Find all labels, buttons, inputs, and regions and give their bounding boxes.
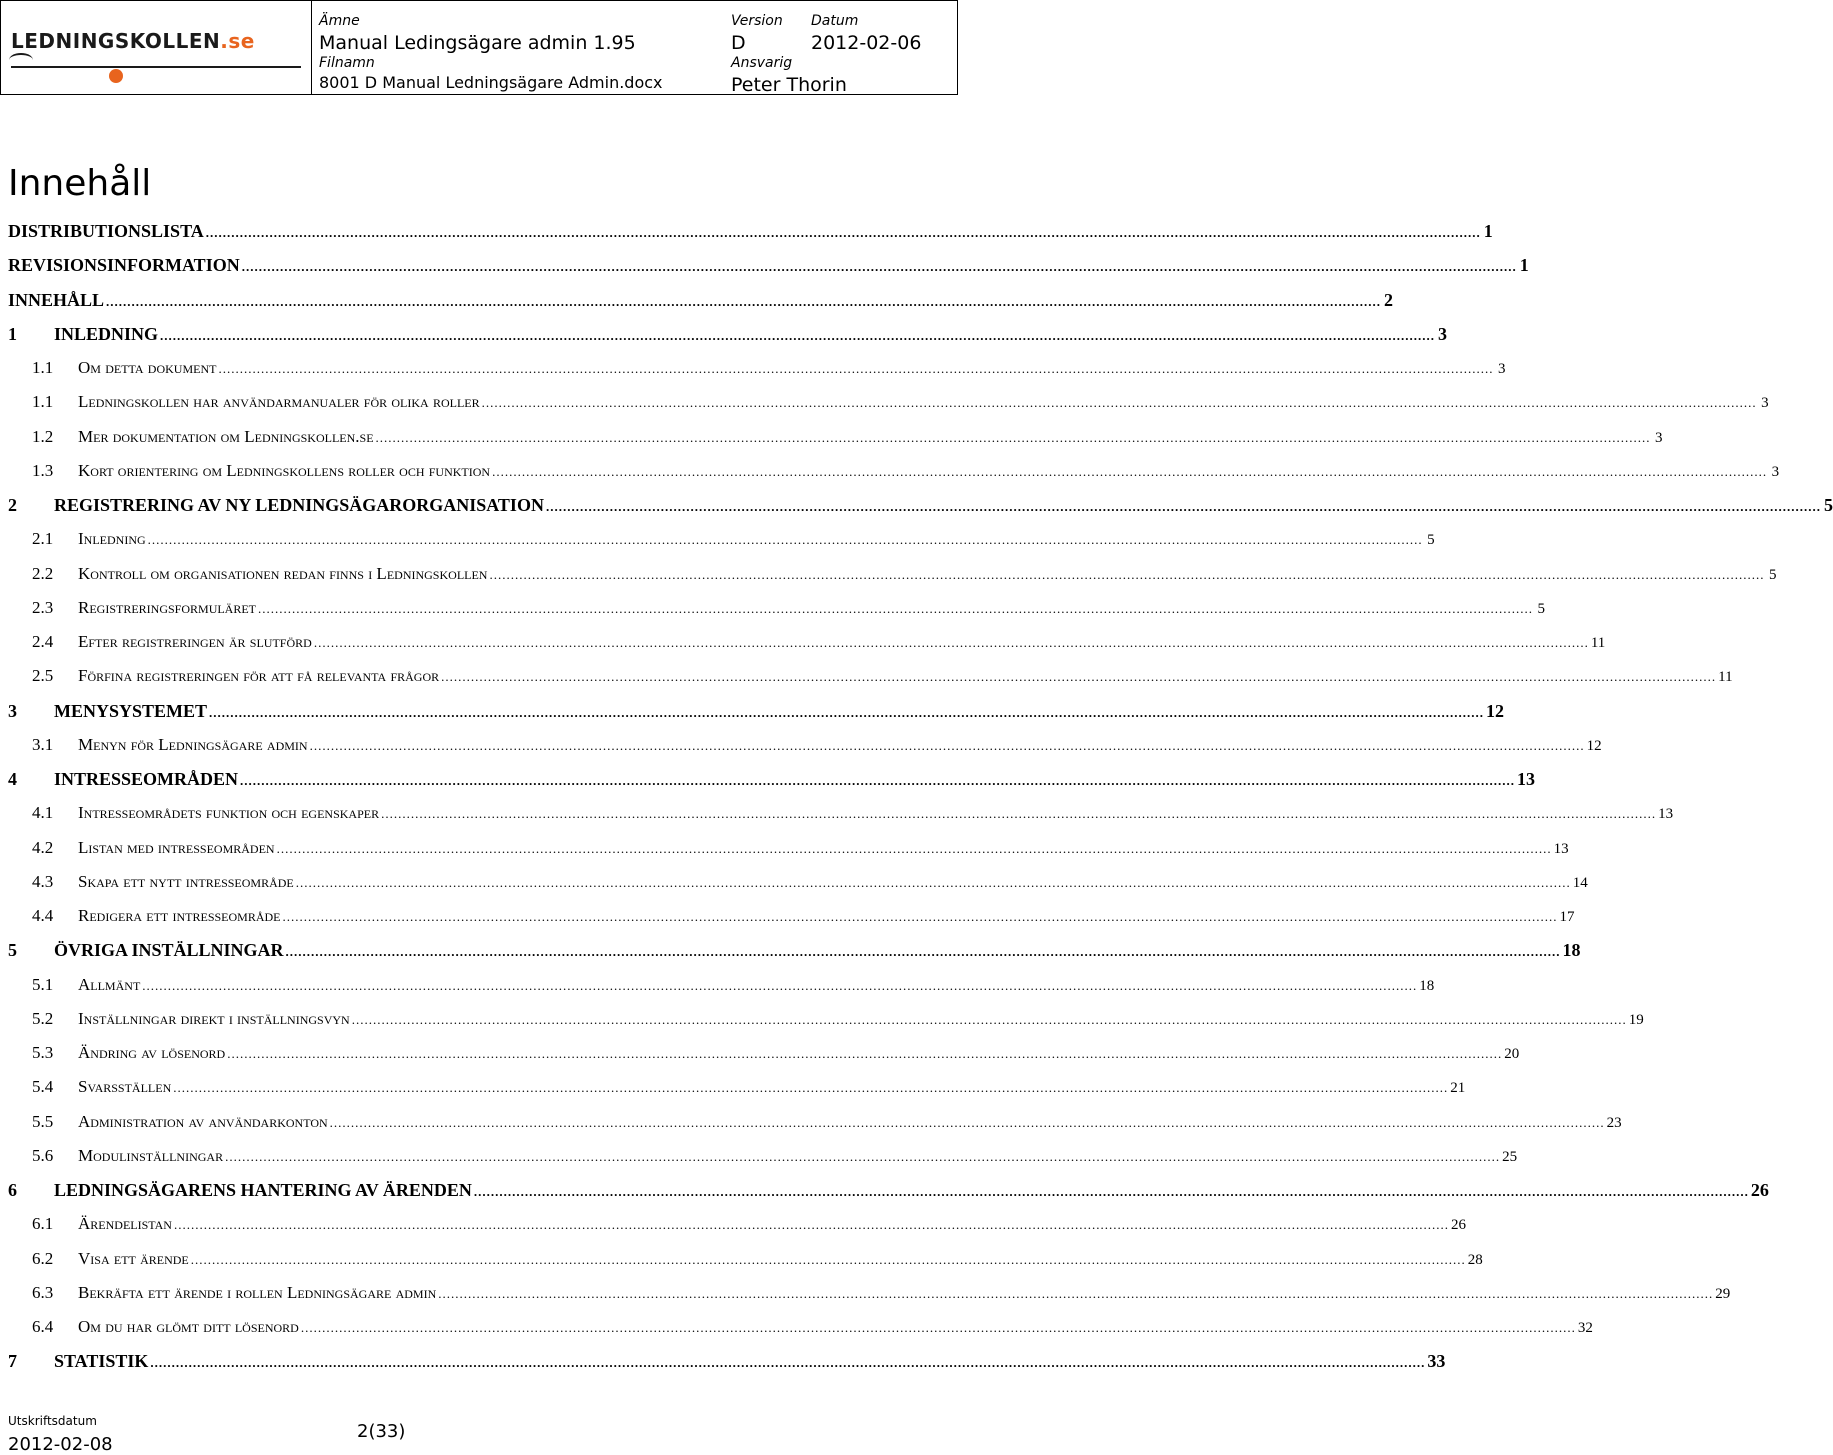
toc-entry[interactable] — [8, 255, 1529, 277]
toc-entry-page: 1 — [1483, 221, 1493, 241]
toc-entry-title: Kort orientering om Ledningskollens roller och funktion — [78, 460, 491, 480]
toc-entry[interactable] — [8, 1351, 1446, 1373]
toc-entry-page: 2 — [1384, 289, 1394, 310]
toc-dot-leader: ............................................................................................................................................................................................................................................................................................................ — [492, 463, 1768, 479]
toc-entry[interactable] — [8, 871, 1588, 894]
toc-entry-number: 6.3 — [32, 1282, 54, 1302]
toc-entry-title: Redigera ett intresseområde — [78, 906, 281, 925]
toc-entry-number: 4 — [8, 769, 17, 789]
toc-entry-page: 12 — [1586, 737, 1602, 754]
toc-entry-title: Menyn för Ledningsägare admin — [78, 734, 308, 754]
toc-entry-title: Bekräfta ett ärende i rollen Ledningsägare admin — [78, 1282, 437, 1302]
toc-entry-page: 29 — [1715, 1285, 1731, 1302]
toc-entry-page: 5 — [1537, 600, 1546, 617]
logo-arc-icon — [9, 53, 33, 67]
toc-dot-leader: ............................................................................................................................................................................................................................................................................................................ — [209, 704, 1485, 720]
toc-entry-title: Mer dokumentation om Ledningskollen.se — [78, 426, 374, 446]
toc-dot-leader: ............................................................................................................................................................................................................................................................................................................ — [173, 1080, 1449, 1096]
toc-dot-leader: ............................................................................................................................................................................................................................................................................................................ — [481, 395, 1757, 411]
toc-entry[interactable] — [8, 906, 1575, 928]
datum-label: Datum — [811, 13, 859, 29]
toc-entry-page: 28 — [1467, 1251, 1483, 1268]
toc-entry[interactable] — [8, 1282, 1731, 1305]
toc-entry-title: Listan med intresseområden — [78, 837, 275, 857]
toc-dot-leader: ............................................................................................................................................................................................................................................................................................................ — [241, 259, 1517, 275]
toc-entry[interactable] — [8, 1008, 1644, 1031]
toc-entry-number: 5.4 — [32, 1077, 54, 1097]
toc-entry-title: Intresseområdets funktion och egenskaper — [78, 803, 380, 823]
toc-dot-leader: ............................................................................................................................................................................................................................................................................................................ — [282, 909, 1558, 924]
toc-entry-page: 11 — [1718, 669, 1733, 686]
toc-dot-leader: ............................................................................................................................................................................................................................................................................................................ — [218, 361, 1494, 376]
toc-entry-page: 3 — [1771, 463, 1780, 480]
toc-entry-number: 1.3 — [32, 460, 54, 480]
toc-entry[interactable] — [8, 426, 1663, 449]
toc-entry-number: 4.4 — [32, 906, 54, 925]
version-value: D — [731, 32, 746, 54]
toc-dot-leader: ............................................................................................................................................................................................................................................................................................................ — [473, 1184, 1749, 1199]
toc-entry-title: STATISTIK — [54, 1351, 149, 1372]
toc-entry-page: 13 — [1553, 840, 1569, 857]
toc-entry-page: 13 — [1517, 769, 1536, 789]
toc-entry-number: 5.2 — [32, 1008, 54, 1028]
toc-entry-number: 5.3 — [32, 1043, 54, 1062]
toc-entry[interactable] — [8, 1317, 1593, 1339]
toc-entry-number: 4.1 — [32, 803, 54, 823]
toc-dot-leader: ............................................................................................................................................................................................................................................................................................................ — [227, 1046, 1503, 1061]
toc-entry-page: 3 — [1497, 361, 1506, 377]
toc-dot-leader: ............................................................................................................................................................................................................................................................................................................ — [309, 737, 1585, 753]
toc-entry-page: 17 — [1559, 909, 1575, 925]
toc-entry-page: 26 — [1450, 1217, 1466, 1234]
toc-entry-title: Visa ett ärende — [78, 1248, 189, 1268]
toc-entry[interactable] — [8, 1043, 1520, 1065]
toc-dot-leader: ............................................................................................................................................................................................................................................................................................................ — [441, 669, 1717, 685]
toc-entry-title: INTRESSEOMRÅDEN — [54, 769, 239, 789]
toc-entry[interactable] — [8, 666, 1733, 688]
toc-entry-number: 2.5 — [32, 666, 54, 686]
toc-entry[interactable] — [8, 597, 1546, 620]
toc-entry-title: Inställningar direkt i inställningsvyn — [78, 1008, 350, 1028]
toc-entry-page: 5 — [1427, 532, 1435, 549]
toc-entry[interactable] — [8, 495, 1833, 517]
toc-dot-leader: ............................................................................................................................................................................................................................................................................................................ — [147, 532, 1423, 548]
toc-entry[interactable] — [8, 1145, 1518, 1168]
logo-underline — [11, 66, 301, 68]
filnamn-label: Filnamn — [319, 55, 375, 71]
toc-entry-title: Registreringsformuläret — [78, 597, 257, 617]
toc-entry[interactable] — [8, 974, 1435, 997]
toc-entry-page: 3 — [1655, 429, 1663, 446]
toc-title: Innehåll — [8, 163, 152, 204]
toc-entry[interactable] — [8, 1180, 1769, 1202]
page-number: 2(33) — [357, 1421, 406, 1442]
toc-entry-title: Allmänt — [78, 974, 141, 994]
amne-value: Manual Ledingsägare admin 1.95 — [319, 32, 636, 54]
toc-entry-title: Modulinställningar — [78, 1145, 224, 1165]
toc-entry-title: Skapa ett nytt intresseområde — [78, 871, 294, 891]
toc-entry-page: 12 — [1486, 700, 1505, 721]
toc-entry-page: 5 — [1768, 566, 1777, 583]
toc-dot-leader: ............................................................................................................................................................................................................................................................................................................ — [381, 806, 1657, 822]
toc-entry-number: 3.1 — [32, 734, 54, 754]
logo-wordmark: LEDNINGSKOLLEN.se — [11, 29, 255, 53]
toc-entry-title: Förfina registreringen för att få relevanta frågor — [78, 666, 440, 686]
toc-dot-leader: ............................................................................................................................................................................................................................................................................................................ — [351, 1011, 1627, 1027]
toc-entry-number: 2.3 — [32, 597, 54, 617]
toc-dot-leader: ............................................................................................................................................................................................................................................................................................................ — [276, 840, 1552, 856]
toc-entry[interactable] — [8, 221, 1493, 243]
ansvarig-label: Ansvarig — [731, 55, 793, 71]
version-label: Version — [731, 13, 783, 29]
toc-entry-number: 6.4 — [32, 1317, 54, 1336]
toc-entry-number: 5 — [8, 940, 17, 961]
logo — [1, 1, 312, 94]
toc-entry-number: 6.1 — [32, 1214, 54, 1234]
toc-entry[interactable] — [8, 769, 1536, 791]
toc-entry-page: 1 — [1519, 255, 1529, 276]
ansvarig-value: Peter Thorin — [731, 74, 847, 96]
toc-dot-leader: ............................................................................................................................................................................................................................................................................................................ — [300, 1320, 1576, 1335]
toc-entry-title: INLEDNING — [54, 323, 159, 344]
toc-entry-title: Kontroll om organisationen redan finns i Ledningskollen — [78, 563, 488, 583]
toc-entry[interactable] — [8, 940, 1581, 962]
toc-entry-number: 5.5 — [32, 1111, 54, 1131]
toc-dot-leader: ............................................................................................................................................................................................................................................................................................................ — [285, 944, 1561, 960]
toc-entry-title: Ärendelistan — [78, 1214, 172, 1234]
toc-dot-leader: ............................................................................................................................................................................................................................................................................................................ — [258, 600, 1534, 616]
toc-entry-page: 19 — [1628, 1011, 1644, 1028]
toc-dot-leader: ............................................................................................................................................................................................................................................................................................................ — [106, 293, 1382, 309]
toc-entry[interactable] — [8, 1214, 1466, 1236]
toc-entry-number: 4.2 — [32, 837, 54, 857]
toc-entry[interactable] — [8, 460, 1780, 483]
toc-dot-leader: ............................................................................................................................................................................................................................................................................................................ — [295, 874, 1571, 890]
toc-entry-title: Om detta dokument — [78, 358, 217, 377]
toc-entry-page: 3 — [1438, 323, 1448, 344]
toc-entry-page: 21 — [1450, 1080, 1466, 1097]
toc-entry[interactable] — [8, 700, 1505, 723]
toc-entry-title: Administration av användarkonton — [78, 1111, 328, 1131]
toc-entry-number: 1 — [8, 323, 17, 344]
toc-dot-leader: ............................................................................................................................................................................................................................................................................................................ — [489, 566, 1765, 582]
toc-entry-title: INNEHÅLL — [8, 289, 105, 310]
toc-entry-number: 4.3 — [32, 871, 54, 891]
toc-entry-number: 5.1 — [32, 974, 54, 994]
toc-dot-leader: ............................................................................................................................................................................................................................................................................................................ — [173, 1217, 1449, 1233]
toc-entry-number: 2.4 — [32, 632, 54, 651]
toc-entry-number: 5.6 — [32, 1145, 54, 1165]
toc-entry-page: 20 — [1504, 1046, 1520, 1062]
toc-entry-number: 1.1 — [32, 392, 54, 412]
toc-entry[interactable] — [8, 563, 1777, 586]
toc-entry[interactable] — [8, 1111, 1622, 1134]
toc-entry-page: 25 — [1502, 1148, 1518, 1165]
toc-entry[interactable] — [8, 529, 1435, 551]
toc-dot-leader: ............................................................................................................................................................................................................................................................................................................ — [142, 977, 1418, 993]
toc-entry-title: REGISTRERING AV NY LEDNINGSÄGARORGANISATION — [54, 495, 544, 515]
toc-entry-page: 33 — [1427, 1351, 1446, 1372]
toc-entry-number: 1.2 — [32, 426, 54, 446]
toc-dot-leader: ............................................................................................................................................................................................................................................................................................................ — [545, 499, 1821, 514]
toc-entry-title: MENYSYSTEMET — [54, 700, 208, 721]
toc-entry-page: 26 — [1750, 1180, 1769, 1200]
toc-entry-page: 18 — [1562, 940, 1581, 961]
toc-entry-title: DISTRIBUTIONSLISTA — [8, 221, 204, 241]
toc-entry-title: Efter registreringen är slutförd — [78, 632, 312, 651]
toc-entry-number: 6.2 — [32, 1248, 54, 1268]
toc-entry[interactable] — [8, 734, 1602, 757]
toc-dot-leader: ............................................................................................................................................................................................................................................................................................................ — [313, 635, 1589, 650]
toc-dot-leader: ............................................................................................................................................................................................................................................................................................................ — [329, 1114, 1605, 1130]
toc-entry[interactable] — [8, 323, 1448, 346]
toc-entry-title: Om du har glömt ditt lösenord — [78, 1317, 299, 1336]
toc-entry-number: 3 — [8, 700, 17, 721]
toc-entry-number: 1.1 — [32, 358, 54, 377]
toc-entry[interactable] — [8, 632, 1606, 654]
toc-entry[interactable] — [8, 358, 1506, 380]
toc-entry-page: 11 — [1590, 635, 1606, 651]
toc-entry-page: 23 — [1606, 1114, 1622, 1131]
toc-dot-leader: ............................................................................................................................................................................................................................................................................................................ — [205, 225, 1481, 240]
toc-entry[interactable] — [8, 803, 1674, 825]
filnamn-value: 8001 D Manual Ledningsägare Admin.docx — [319, 73, 663, 92]
amne-label: Ämne — [319, 13, 360, 29]
document-header — [0, 0, 958, 95]
toc-dot-leader: ............................................................................................................................................................................................................................................................................................................ — [150, 1355, 1426, 1371]
toc-entry-page: 13 — [1658, 806, 1674, 823]
toc-entry-number: 2 — [8, 495, 17, 515]
toc-entry-page: 3 — [1761, 395, 1769, 412]
toc-entry[interactable] — [8, 837, 1569, 860]
toc-entry-number: 2.1 — [32, 529, 54, 549]
toc-entry[interactable] — [8, 392, 1769, 414]
toc-entry[interactable] — [8, 1248, 1483, 1271]
print-date: 2012-02-08 — [8, 1434, 113, 1455]
toc-entry-title: ÖVRIGA INSTÄLLNINGAR — [54, 940, 284, 961]
toc-dot-leader: ............................................................................................................................................................................................................................................................................................................ — [240, 773, 1516, 788]
toc-entry-number: 7 — [8, 1351, 17, 1372]
toc-entry-page: 32 — [1577, 1320, 1593, 1336]
toc-entry-number: 2.2 — [32, 563, 54, 583]
toc-entry-title: Ändring av lösenord — [78, 1043, 226, 1062]
toc-entry[interactable] — [8, 1077, 1466, 1099]
toc-dot-leader: ............................................................................................................................................................................................................................................................................................................ — [375, 429, 1651, 445]
toc-entry-page: 18 — [1419, 977, 1435, 994]
toc-entry-page: 5 — [1823, 495, 1833, 515]
toc-entry-page: 14 — [1572, 874, 1588, 891]
print-date-label: Utskriftsdatum — [8, 1414, 97, 1428]
toc-dot-leader: ............................................................................................................................................................................................................................................................................................................ — [438, 1285, 1714, 1301]
toc-entry-title: Inledning — [78, 529, 146, 549]
toc-entry-title: REVISIONSINFORMATION — [8, 255, 240, 276]
toc-dot-leader: ............................................................................................................................................................................................................................................................................................................ — [190, 1251, 1466, 1267]
toc-entry-title: Ledningskollen har användarmanualer för olika roller — [78, 392, 480, 412]
logo-dot-icon — [109, 69, 123, 83]
toc-entry-title: LEDNINGSÄGARENS HANTERING AV ÄRENDEN — [54, 1180, 472, 1200]
datum-value: 2012-02-06 — [811, 32, 922, 54]
toc-dot-leader: ............................................................................................................................................................................................................................................................................................................ — [225, 1148, 1501, 1164]
toc-entry[interactable] — [8, 289, 1394, 312]
toc-entry-number: 6 — [8, 1180, 17, 1200]
toc-entry-title: Svarsställen — [78, 1077, 172, 1097]
toc-dot-leader: ............................................................................................................................................................................................................................................................................................................ — [160, 327, 1436, 343]
